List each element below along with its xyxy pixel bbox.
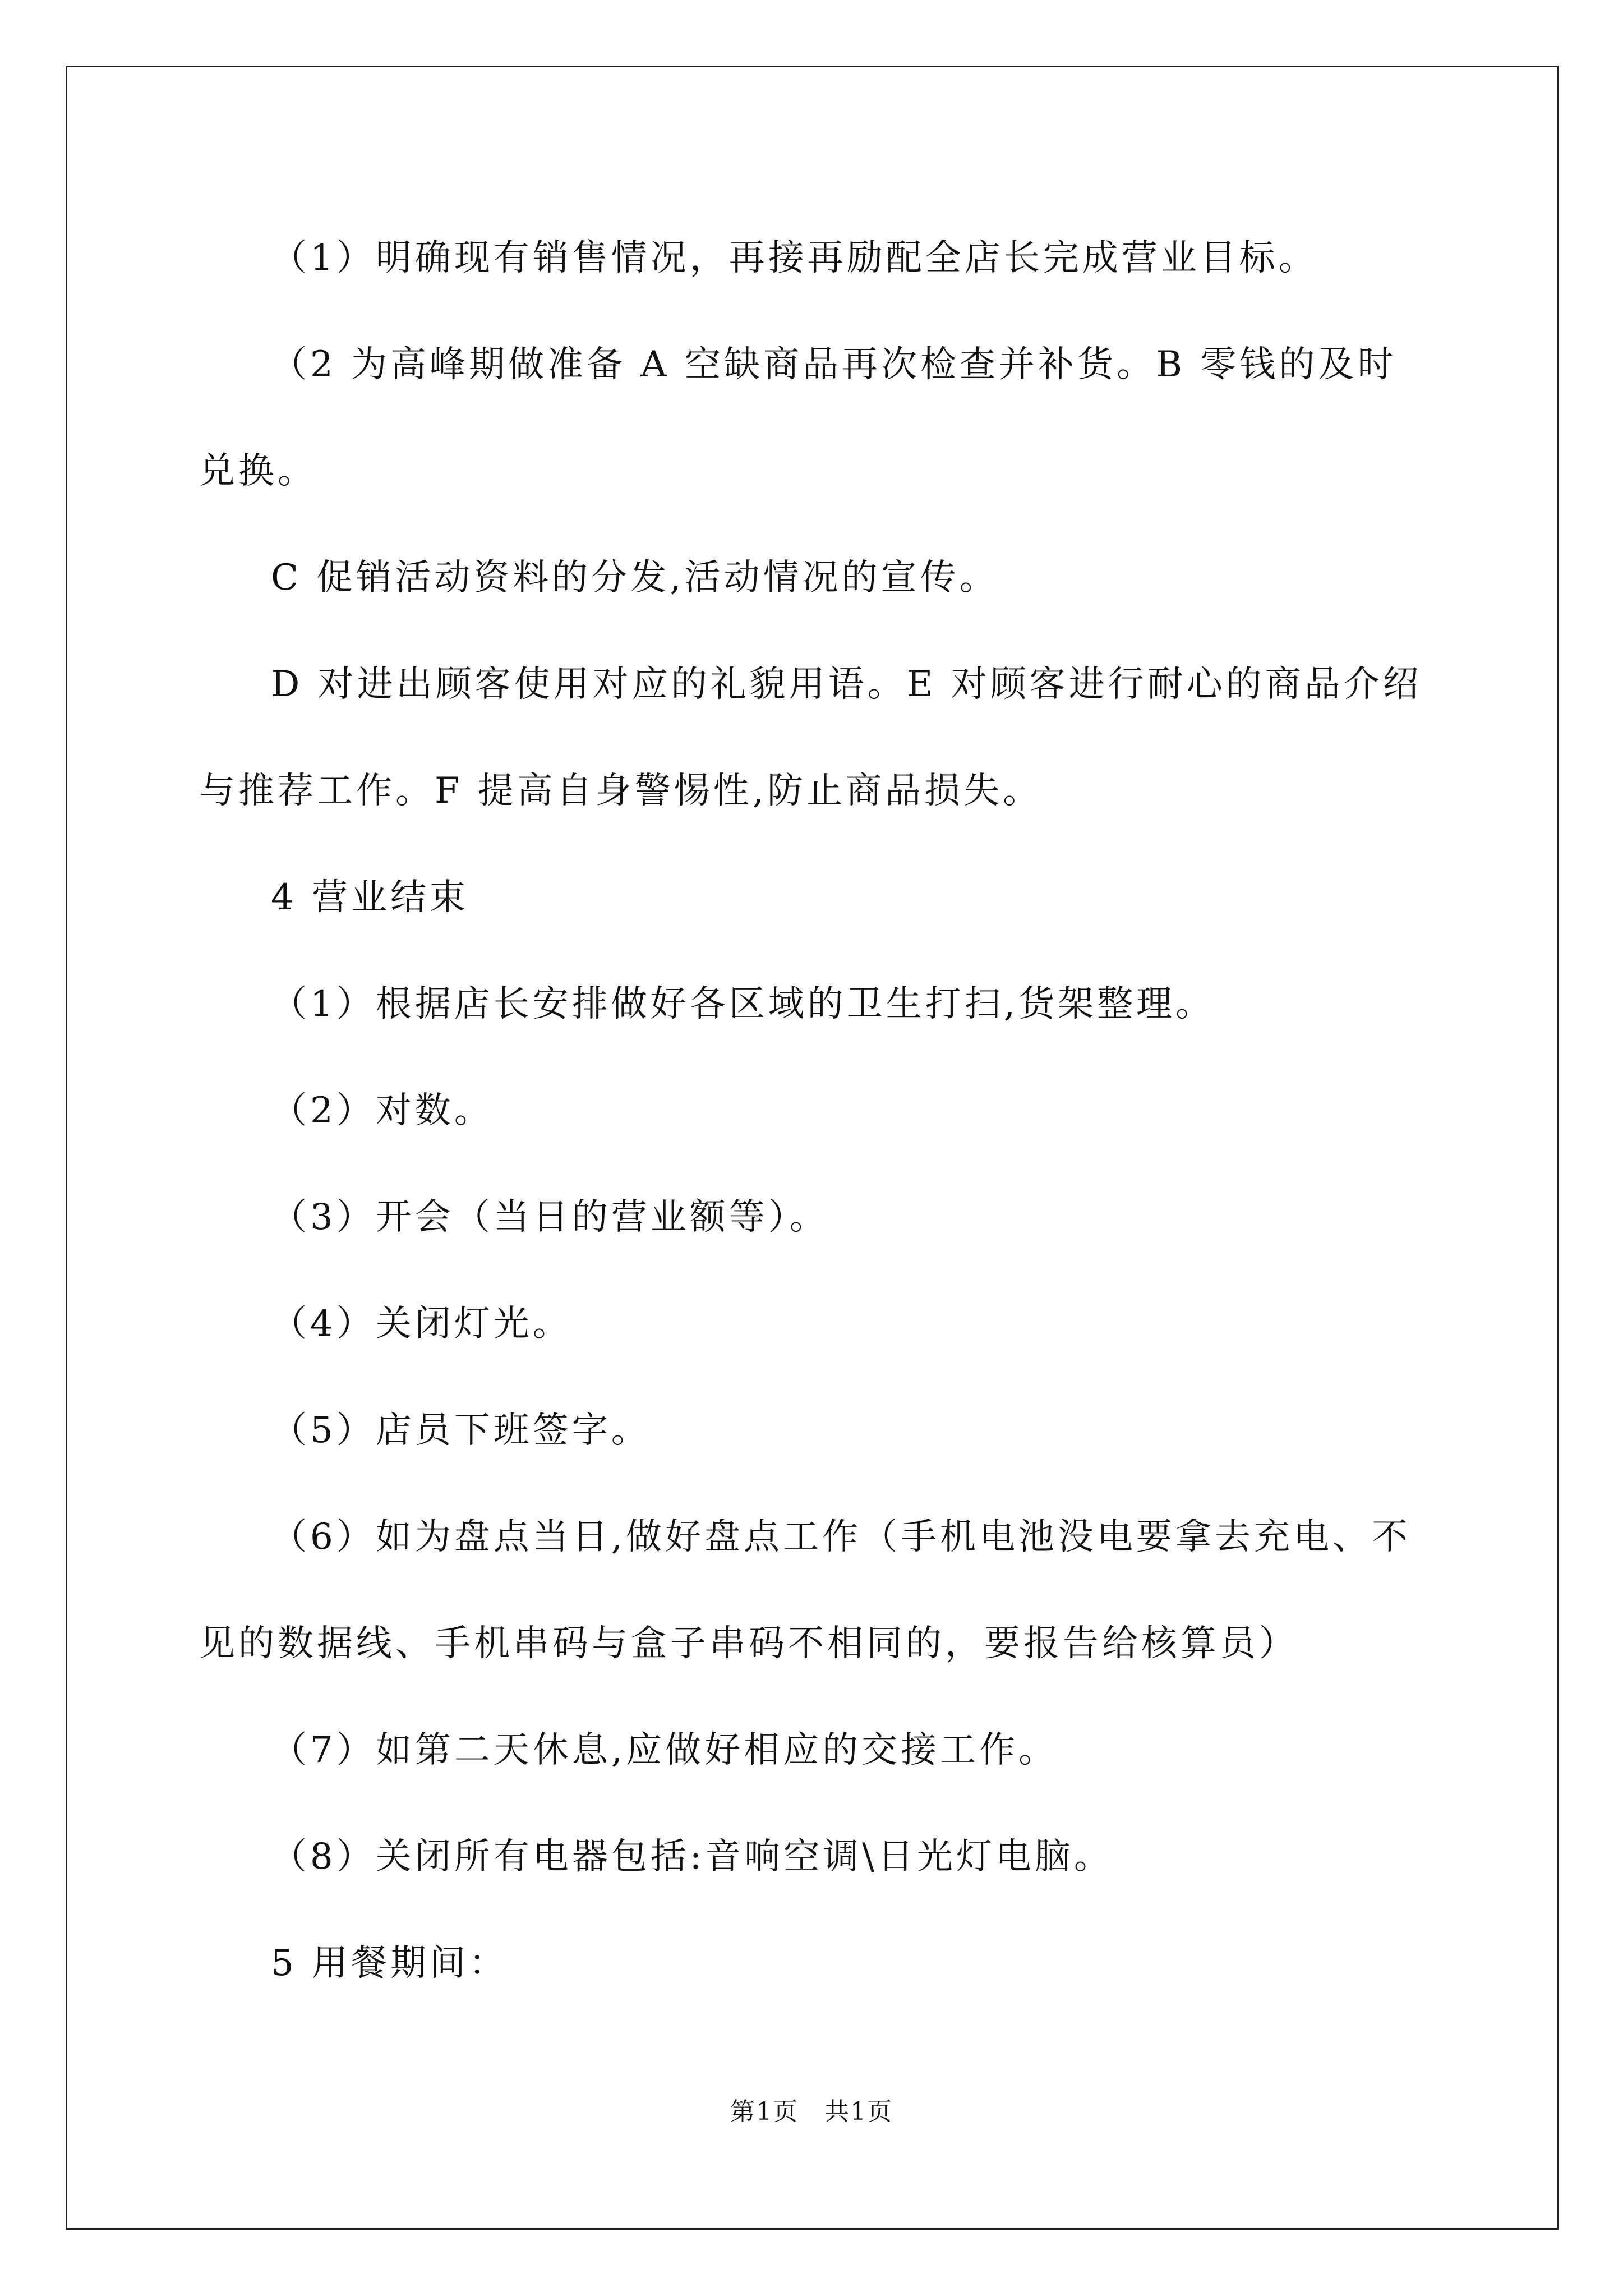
paragraph-inventory: （6）如为盘点当日,做好盘点工作（手机电池没电要拿去充电、不见的数据线、手机串码与盒子串码不相同的，要报告给核算员） [199, 1516, 1412, 1664]
paragraph-sign-out: （5）店员下班签字。 [271, 1410, 651, 1451]
page-footer: 第1页 共1页 [730, 2097, 893, 2126]
paragraph-lights-off: （4）关闭灯光。 [271, 1303, 572, 1345]
section-heading-closing: 4 营业结束 [271, 877, 469, 918]
paragraph-promotion: C 促销活动资料的分发,活动情况的宣传。 [271, 557, 999, 599]
paragraph-handover: （7）如第二天休息,应做好相应的交接工作。 [271, 1729, 1058, 1771]
section-heading-meal: 5 用餐期间： [271, 1943, 509, 1984]
paragraph-customer-service: D 对进出顾客使用对应的礼貌用语。E 对顾客进行耐心的商品介绍与推荐工作。F 提高自身警惕性,防止商品损失。 [199, 664, 1422, 812]
paragraph-appliances-off: （8）关闭所有电器包括:音响空调\日光灯电脑。 [271, 1836, 1113, 1878]
paragraph-meeting: （3）开会（当日的营业额等）。 [271, 1197, 829, 1238]
paragraph-count: （2）对数。 [271, 1090, 494, 1131]
paragraph-peak-preparation: （2 为高峰期做准备 A 空缺商品再次检查并补货。B 零钱的及时兑换。 [199, 344, 1397, 492]
document-body [199, 205, 1433, 2017]
paragraph-sales-target: （1）明确现有销售情况，再接再励配全店长完成营业目标。 [271, 237, 1318, 279]
paragraph-cleaning: （1）根据店长安排做好各区域的卫生打扫,货架整理。 [271, 983, 1215, 1025]
